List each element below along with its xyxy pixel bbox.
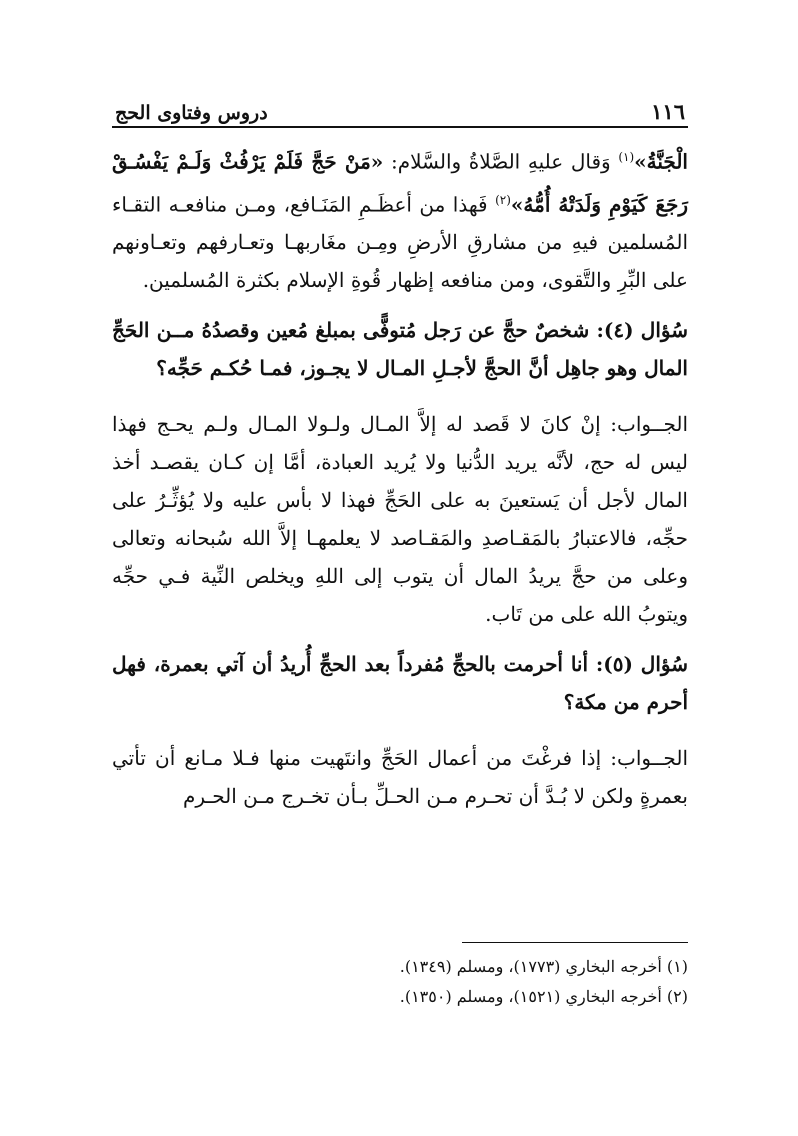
intro-text-1: وَقال عليهِ الصَّلاةُ والسَّلام:	[383, 149, 619, 174]
footnote-1: (١) أخرجه البخاري (١٧٧٣)، ومسلم (١٣٤٩).	[399, 957, 688, 976]
running-title: دروس وفتاوى الحج	[115, 102, 268, 124]
page-header	[115, 90, 685, 124]
question-4: سُؤال (٤): شخصٌ حجَّ عن رَجل مُتوفًّى بمبلغ مُعين وقصدُهُ مــن الحَجِّ المال وهو جاهِل أنَّ الحجَّ لأجـلِ المـال لا يجـوز، فمـا حُكـم حَجِّه؟	[112, 318, 688, 381]
intro-text-2: فَهذا من أعظَـمِ المَنَـافع، ومـن منافعـه التقـاء المُسلمين فيهِ من مشارقِ الأرضِ ومِـن مغَاربهـا وتعـارفهم وتعـاونهم على البِّرِ والتَّقوى، ومن منافعه إظهار قُوةِ الإسلام بكثرة المُسلمين.	[112, 192, 688, 293]
header-rule	[112, 126, 688, 128]
page-number: ١١٦	[651, 99, 685, 124]
answer-4: الجــواب: إنْ كانَ لا قَصد له إلاَّ المـال ولـولا المـال ولـم يحـج فهذا ليس له حج، لأنَّه يريد الدُّنيا ولا يُريد العبادة، أمَّا إن كـان يقصـد أخذ المال لأجل أن يَستعينَ به على الحَجِّ فهذا لا بأس عليه ولا يُؤثِّـرُ على حجِّه، فالاعتبارُ بالمَقـاصدِ والمَقـاصد لا يعلمهـا إلاَّ الله سُبحانه وتعالى وعلى من حجَّ يريدُ المال أن يتوب إلى اللهِ ويخلص النِّية فـي حجِّه ويتوبُ الله على من تَاب.	[112, 412, 688, 627]
answer-5: الجــواب: إذا فرغْتَ من أعمال الحَجِّ وانتَهيت منها فـلا مـانع أن تأتي بعمرةٍ ولكن لا بُـدَّ أن تحـرم مـن الحـلِّ بـأن تخـرج مـن الحـرم	[112, 746, 688, 809]
page-body	[112, 138, 688, 815]
footnote-ref-2: (٢)	[495, 192, 511, 207]
footnotes	[112, 952, 688, 1012]
footnote-rule	[462, 942, 688, 943]
quote-tail: الْجَنَّةُ»	[634, 149, 688, 174]
footnote-ref-1: (١)	[618, 150, 635, 164]
question-5: سُؤال (٥): أنا أحرمت بالحجِّ مُفرداً بعد الحجِّ أُريدُ أن آتي بعمرة، فهل أحرم من مكة؟	[112, 652, 688, 715]
footnote-2: (٢) أخرجه البخاري (١٥٢١)، ومسلم (١٣٥٠).	[399, 987, 688, 1006]
hadith-quote: «مَنْ حَجَّ فَلَمْ يَرْفُثْ وَلَـمْ يَفْسُـقْ رَجَعَ كَيَوْمِ وَلَدَتْهُ أُمُّهُ»	[112, 149, 689, 217]
intro-paragraph	[112, 138, 688, 299]
